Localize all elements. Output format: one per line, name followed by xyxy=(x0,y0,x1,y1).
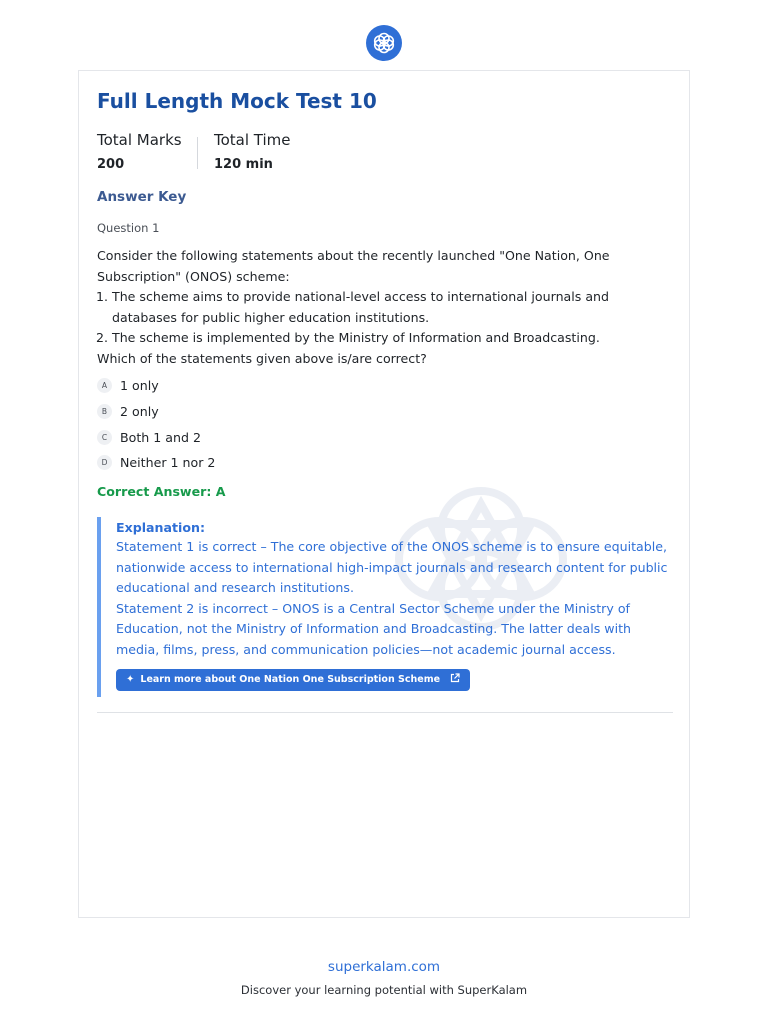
question-intro: Consider the following statements about the recently launched "One Nation, One Subscription" (ONOS) scheme: xyxy=(97,248,610,284)
option-letter-badge: C xyxy=(97,430,112,445)
option-text: Neither 1 nor 2 xyxy=(120,455,216,471)
statement-item: 1. The scheme aims to provide national-level access to international journals and databases for public higher education institutions. xyxy=(112,287,677,328)
question-text xyxy=(97,246,677,369)
sparkle-icon: ✦ xyxy=(126,674,135,686)
answer-key-heading: Answer Key xyxy=(97,189,187,205)
option-d xyxy=(97,450,215,476)
external-link-icon xyxy=(450,673,460,686)
test-meta xyxy=(97,129,291,172)
footer-tagline: Discover your learning potential with SuperKalam xyxy=(240,983,528,997)
option-letter-badge: B xyxy=(97,404,112,419)
option-text: 1 only xyxy=(120,378,159,394)
total-time-value: 120 min xyxy=(214,157,273,172)
learn-more-button[interactable] xyxy=(116,669,470,691)
explanation-box xyxy=(97,517,673,697)
meta-divider xyxy=(197,137,198,169)
explanation-heading: Explanation: xyxy=(116,520,206,535)
section-divider xyxy=(97,712,673,713)
option-c xyxy=(97,424,215,450)
question-number: Question 1 xyxy=(97,221,160,235)
option-text: 2 only xyxy=(120,404,159,420)
statement-item: 2. The scheme is implemented by the Ministry of Information and Broadcasting. xyxy=(112,328,677,349)
statement-list xyxy=(97,287,677,349)
option-a xyxy=(97,373,215,399)
option-letter-badge: D xyxy=(97,455,112,470)
question-prompt: Which of the statements given above is/are correct? xyxy=(97,350,427,366)
correct-answer: Correct Answer: A xyxy=(97,484,226,499)
learn-more-label: Learn more about One Nation One Subscription Scheme xyxy=(140,674,441,686)
options-list xyxy=(97,373,215,476)
page-title: Full Length Mock Test 10 xyxy=(97,89,377,113)
superkalam-logo-icon xyxy=(366,25,402,61)
option-letter-badge: A xyxy=(97,378,112,393)
answer-key-card xyxy=(78,70,690,918)
option-text: Both 1 and 2 xyxy=(120,429,201,445)
explanation-paragraph: Statement 2 is incorrect – ONOS is a Central Sector Scheme under the Ministry of Education, not the Ministry of Information and Broadcasting. The latter deals with media, films, press, and communication policies—not academic journal access. xyxy=(116,600,631,657)
footer-site-link[interactable]: superkalam.com xyxy=(327,959,441,975)
explanation-paragraph: Statement 1 is correct – The core objective of the ONOS scheme is to ensure equitable, nationwide access to international high-impact journals and research content for public educational and research institutions. xyxy=(116,539,668,596)
total-marks-value: 200 xyxy=(97,157,125,172)
total-marks-label: Total Marks xyxy=(97,131,182,149)
total-time-label: Total Time xyxy=(214,131,291,149)
option-b xyxy=(97,399,215,425)
